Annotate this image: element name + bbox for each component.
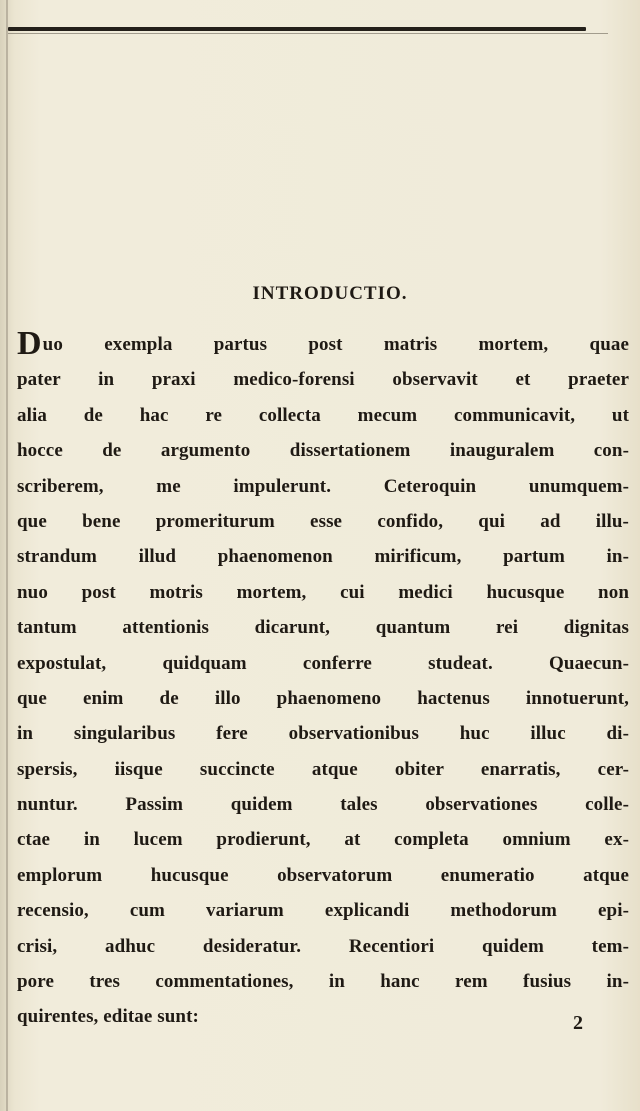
text-line: que bene promeriturum esse confido, qui ad illu- [17, 510, 629, 532]
text-line: strandum illud phaenomenon mirificum, partum in- [17, 546, 629, 568]
text-line: emplorum hucusque observatorum enumeratio atque [17, 864, 629, 886]
text-line: crisi, adhuc desideratur. Recentiori quidem tem- [17, 935, 629, 957]
text-line: pater in praxi medico-forensi observavit et praeter [17, 369, 629, 391]
text-line: in singularibus fere observationibus huc illuc di- [17, 723, 629, 745]
text-line: que enim de illo phaenomeno hactenus innotuerunt, [17, 687, 629, 709]
page-number: 2 [573, 1012, 583, 1034]
text-line: pore tres commentationes, in hanc rem fusius in- [17, 971, 629, 993]
text-line: ctae in lucem prodierunt, at completa omnium ex- [17, 829, 629, 851]
text-line: spersis, iisque succincte atque obiter enarratis, cer- [17, 758, 629, 780]
text-line: recensio, cum variarum explicandi methodorum epi- [17, 900, 629, 922]
binding-edge [6, 0, 8, 1111]
section-title: INTRODUCTIO. [252, 283, 408, 304]
text-line-last: quirentes, editae sunt: [17, 1006, 199, 1028]
header-rule-thick [8, 27, 586, 31]
text-line: tantum attentionis dicarunt, quantum rei dignitas [17, 617, 629, 639]
body-text [17, 327, 629, 1035]
header-rule-thin [8, 33, 608, 34]
text-line: alia de hac re collecta mecum communicavit, ut [17, 404, 629, 426]
text-line: expostulat, quidquam conferre studeat. Quaecun- [17, 652, 629, 674]
text-line: nuntur. Passim quidem tales observationes colle- [17, 794, 629, 816]
text-line: scriberem, me impulerunt. Ceteroquin unumquem- [17, 475, 629, 497]
show-through-shadow [120, 52, 540, 92]
first-line-rest: uo exempla partus post matris mortem, quae [42, 334, 629, 355]
drop-cap: D [17, 325, 42, 362]
text-line: nuo post motris mortem, cui medici hucusque non [17, 581, 629, 603]
text-line: hocce de argumento dissertationem inauguralem con- [17, 440, 629, 462]
text-line-first [17, 327, 629, 362]
